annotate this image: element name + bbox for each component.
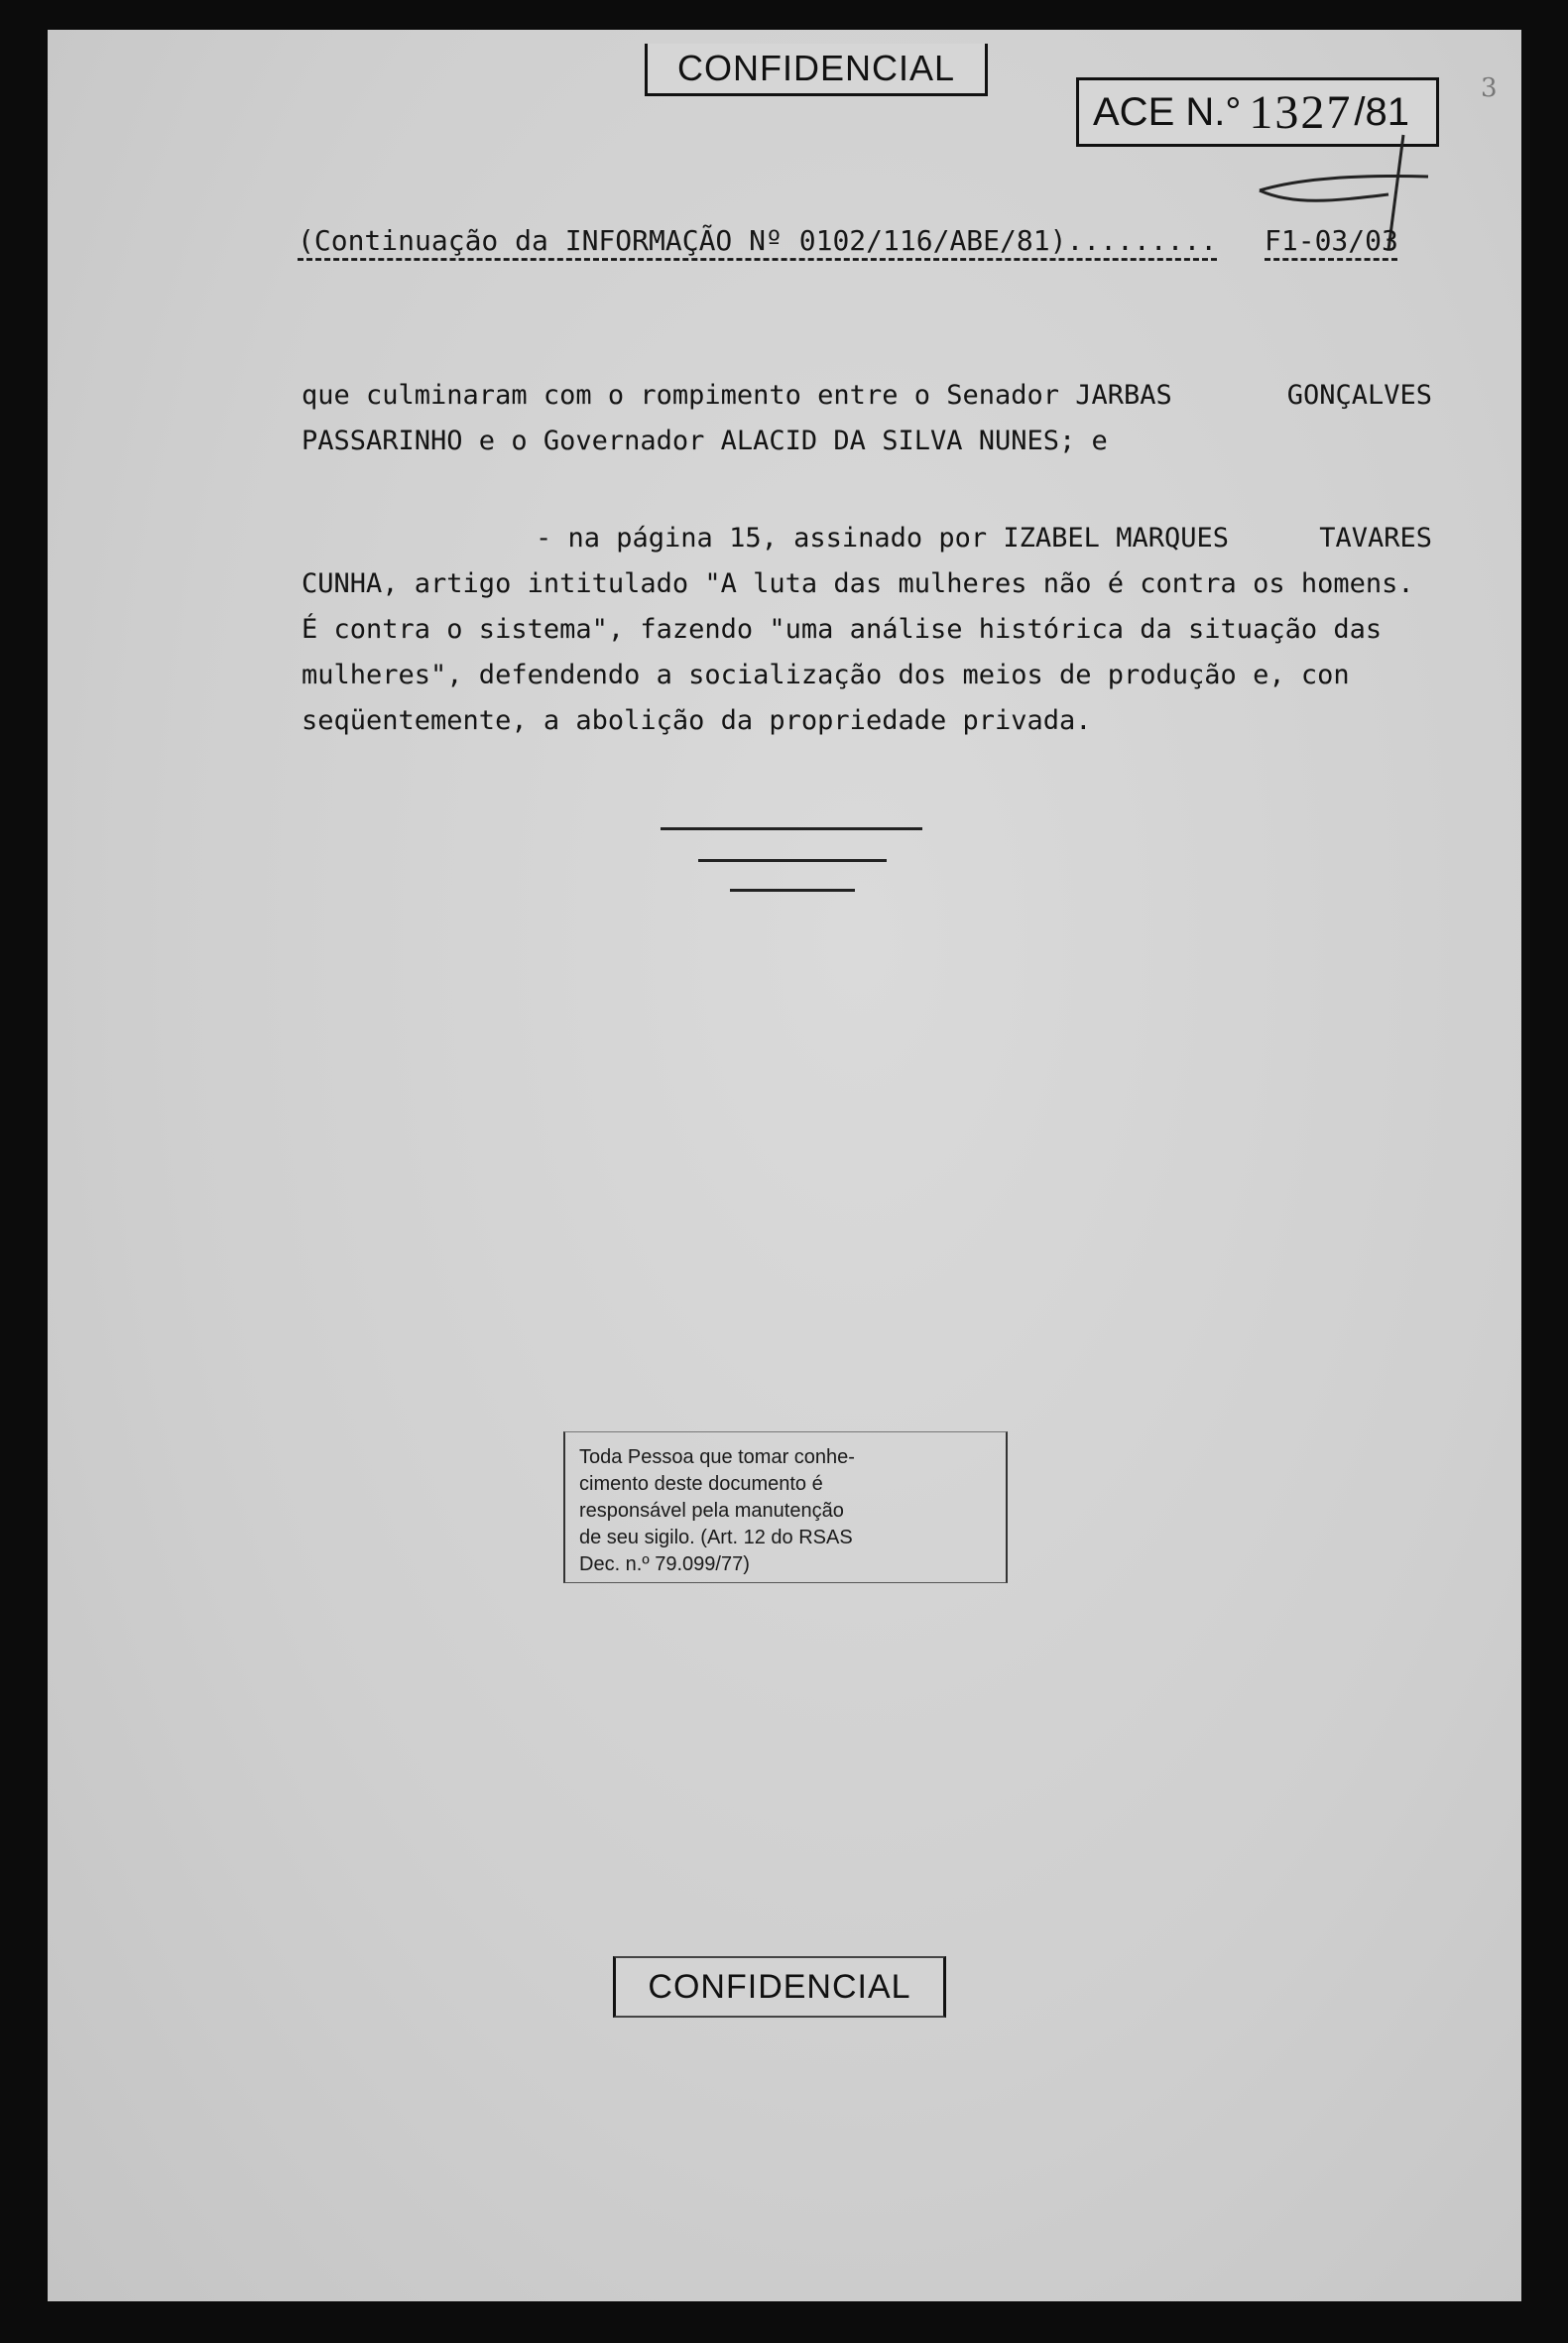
secrecy-notice [563,1431,1008,1583]
end-rule-1 [661,827,922,830]
ace-number: 1327 [1249,85,1353,139]
continuation-header: (Continuação da INFORMAÇÃO Nº 0102/116/ABE/81)......... [298,224,1218,257]
text-segment: GONÇALVES [1286,380,1432,411]
text-line: seqüentemente, a abolição da propriedade privada. [302,705,1092,736]
text-line: PASSARINHO e o Governador ALACID DA SILVA NUNES; e [302,426,1108,456]
end-rule-2 [698,859,887,862]
confidential-stamp-bottom: CONFIDENCIAL [613,1956,946,2018]
confidential-stamp-top: CONFIDENCIAL [645,44,988,96]
notice-line: Dec. n.º 79.099/77) [579,1553,750,1575]
text-segment: TAVARES [1319,523,1432,554]
text-segment: que culminaram com o rompimento entre o Senador JARBAS [302,380,1172,411]
ace-year: /81 [1354,89,1409,134]
notice-line: responsável pela manutenção [579,1500,844,1522]
ace-label: ACE N.° [1093,89,1242,134]
text-line: É contra o sistema", fazendo "uma análise histórica da situação das [302,614,1383,645]
text-line: CUNHA, artigo intitulado "A luta das mulheres não é contra os homens. [302,568,1414,599]
notice-line: cimento deste documento é [579,1473,823,1495]
notice-line: de seu sigilo. (Art. 12 do RSAS [579,1527,853,1548]
text-line: mulheres", defendendo a socialização dos meios de produção e, con [302,660,1350,690]
notice-line: Toda Pessoa que tomar conhe- [579,1446,855,1468]
end-rule-3 [730,889,855,892]
folio-number: F1-03/03 [1265,224,1398,257]
page-mark: 3 [1481,73,1498,103]
text-segment: - na página 15, assinado por IZABEL MARQUES [536,523,1229,554]
